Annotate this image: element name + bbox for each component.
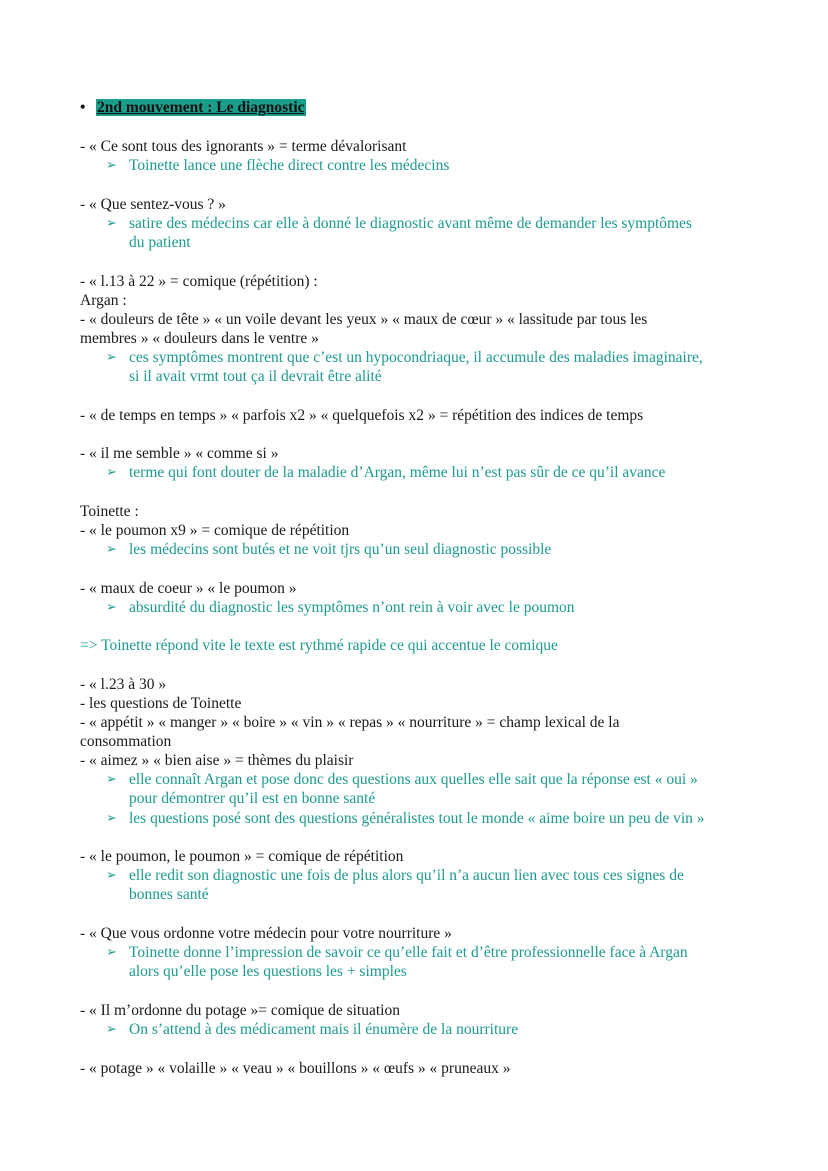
note-line: - « Que vous ordonne votre médecin pour votre nourriture » <box>80 925 452 942</box>
note-line: - « appétit » « manger » « boire » « vin » « repas » « nourriture » = champ lexical de la <box>80 714 620 731</box>
comment-line: ces symptômes montrent que c’est un hypocondriaque, il accumule des maladies imaginaire, <box>129 349 703 366</box>
comment-line: les médecins sont butés et ne voit tjrs qu’un seul diagnostic possible <box>129 541 552 558</box>
note-line: - « maux de coeur » « le poumon » <box>80 580 297 597</box>
arrow-bullet-icon: ➢ <box>106 868 117 883</box>
arrow-bullet-icon: ➢ <box>106 350 117 365</box>
arrow-bullet-icon: ➢ <box>106 600 117 615</box>
comment-line: elle connaît Argan et pose donc des questions aux quelles elle sait que la réponse est « oui » <box>129 771 698 788</box>
bullet-icon: • <box>80 99 86 116</box>
comment-line: les questions posé sont des questions généralistes tout le monde « aime boire un peu de vin » <box>129 810 705 827</box>
section-heading <box>80 98 306 117</box>
note-line: - « aimez » « bien aise » = thèmes du plaisir <box>80 752 354 769</box>
comment-line: absurdité du diagnostic les symptômes n’ont rein à voir avec le poumon <box>129 599 575 616</box>
comment-line: bonnes santé <box>129 886 209 903</box>
note-line: - « douleurs de tête » « un voile devant les yeux » « maux de cœur » « lassitude par tous les <box>80 311 648 328</box>
note-line: - les questions de Toinette <box>80 695 242 712</box>
conclusion-line: => Toinette répond vite le texte est rythmé rapide ce qui accentue le comique <box>80 637 558 654</box>
note-line: consommation <box>80 733 172 750</box>
arrow-bullet-icon: ➢ <box>106 1022 117 1037</box>
arrow-bullet-icon: ➢ <box>106 772 117 787</box>
note-line: - « il me semble » « comme si » <box>80 445 279 462</box>
note-line: - « potage » « volaille » « veau » « bouillons » « œufs » « pruneaux » <box>80 1060 511 1077</box>
note-line: - « l.13 à 22 » = comique (répétition) : <box>80 273 318 290</box>
note-line: Argan : <box>80 292 127 309</box>
comment-line: pour démontrer qu’il est en bonne santé <box>129 790 376 807</box>
note-line: Toinette : <box>80 503 139 520</box>
arrow-bullet-icon: ➢ <box>106 216 117 231</box>
note-line: - « le poumon, le poumon » = comique de répétition <box>80 848 404 865</box>
comment-line: si il avait vrmt tout ça il devrait être alité <box>129 368 382 385</box>
note-line: - « Il m’ordonne du potage »= comique de situation <box>80 1002 400 1019</box>
section-heading-text: 2nd mouvement : Le diagnostic <box>97 99 305 116</box>
comment-line: satire des médecins car elle à donné le diagnostic avant même de demander les symptômes <box>129 215 692 232</box>
comment-line: Toinette donne l’impression de savoir ce qu’elle fait et d’être professionnelle face à Argan <box>129 944 688 961</box>
note-line: - « Que sentez-vous ? » <box>80 196 226 213</box>
note-line: - « de temps en temps » « parfois x2 » « quelquefois x2 » = répétition des indices de temps <box>80 407 644 424</box>
comment-line: Toinette lance une flèche direct contre les médecins <box>129 157 450 174</box>
arrow-bullet-icon: ➢ <box>106 542 117 557</box>
arrow-bullet-icon: ➢ <box>106 811 117 826</box>
comment-line: alors qu’elle pose les questions les + simples <box>129 963 407 980</box>
arrow-bullet-icon: ➢ <box>106 158 117 173</box>
arrow-bullet-icon: ➢ <box>106 465 117 480</box>
comment-line: terme qui font douter de la maladie d’Argan, même lui n’est pas sûr de ce qu’il avance <box>129 464 666 481</box>
note-line: membres » « douleurs dans le ventre » <box>80 330 319 347</box>
comment-line: On s’attend à des médicament mais il énumère de la nourriture <box>129 1021 519 1038</box>
note-line: - « Ce sont tous des ignorants » = terme dévalorisant <box>80 138 407 155</box>
arrow-bullet-icon: ➢ <box>106 945 117 960</box>
note-line: - « le poumon x9 » = comique de répétition <box>80 522 350 539</box>
comment-line: du patient <box>129 234 191 251</box>
comment-line: elle redit son diagnostic une fois de plus alors qu’il n’a aucun lien avec tous ces signes de <box>129 867 684 884</box>
note-line: - « l.23 à 30 » <box>80 676 167 693</box>
